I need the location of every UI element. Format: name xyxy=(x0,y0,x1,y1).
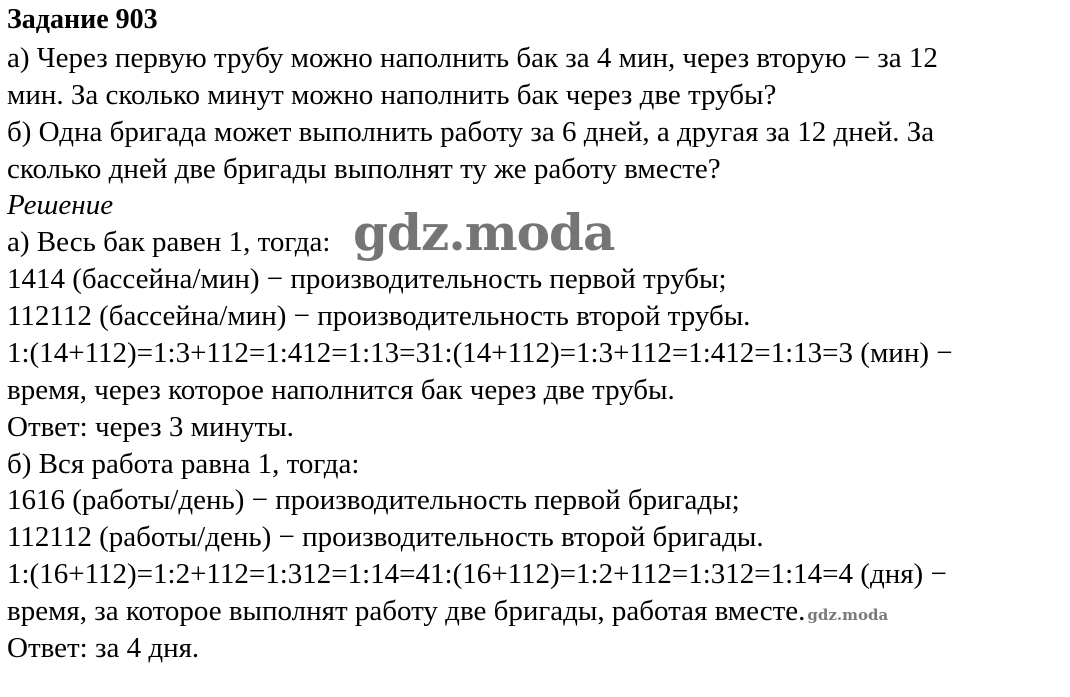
solution-label: Решение xyxy=(7,189,114,221)
solution-a-answer: Ответ: через 3 минуты. xyxy=(7,411,294,443)
solution-b-calc-tail: время, за которое выполнят работу две бригады, работая вместе. xyxy=(7,595,806,627)
solution-b-calc-tail-row xyxy=(7,593,888,633)
watermark-small: gdz.moda xyxy=(807,606,889,624)
task-a-line-2: мин. За сколько минут можно наполнить бак через две трубы? xyxy=(7,79,777,111)
solution-b-rate-1: 1616 (работы/день) − производительность первой бригады; xyxy=(7,484,740,516)
solution-a-calc: 1:(14+112)=1:3+112=1:412=1:13=31:(14+112)=1:3+112=1:412=1:13=3 (мин) − xyxy=(7,337,953,369)
task-b-line-1: б) Одна бригада может выполнить работу за 6 дней, а другая за 12 дней. За xyxy=(7,116,935,148)
solution-a-rate-1: 1414 (бассейна/мин) − производительность первой трубы; xyxy=(7,263,727,295)
solution-a-rate-2: 112112 (бассейна/мин) − производительность второй трубы. xyxy=(7,300,751,332)
solution-b-intro: б) Вся работа равна 1, тогда: xyxy=(7,448,360,480)
solution-b-calc: 1:(16+112)=1:2+112=1:312=1:14=41:(16+112)=1:2+112=1:312=1:14=4 (дня) − xyxy=(7,558,947,590)
task-b-line-2: сколько дней две бригады выполнят ту же работу вместе? xyxy=(7,153,721,185)
solution-b-answer: Ответ: за 4 дня. xyxy=(7,632,200,664)
solution-a-intro: а) Весь бак равен 1, тогда: xyxy=(7,226,331,258)
solution-a-calc-tail: время, через которое наполнится бак через две трубы. xyxy=(7,374,675,406)
solution-b-rate-2: 112112 (работы/день) − производительность второй бригады. xyxy=(7,521,764,553)
task-a-line-1: а) Через первую трубу можно наполнить бак за 4 мин, через вторую − за 12 xyxy=(7,42,938,74)
watermark-large: gdz.moda xyxy=(353,203,615,262)
task-title: Задание 903 xyxy=(7,4,158,35)
